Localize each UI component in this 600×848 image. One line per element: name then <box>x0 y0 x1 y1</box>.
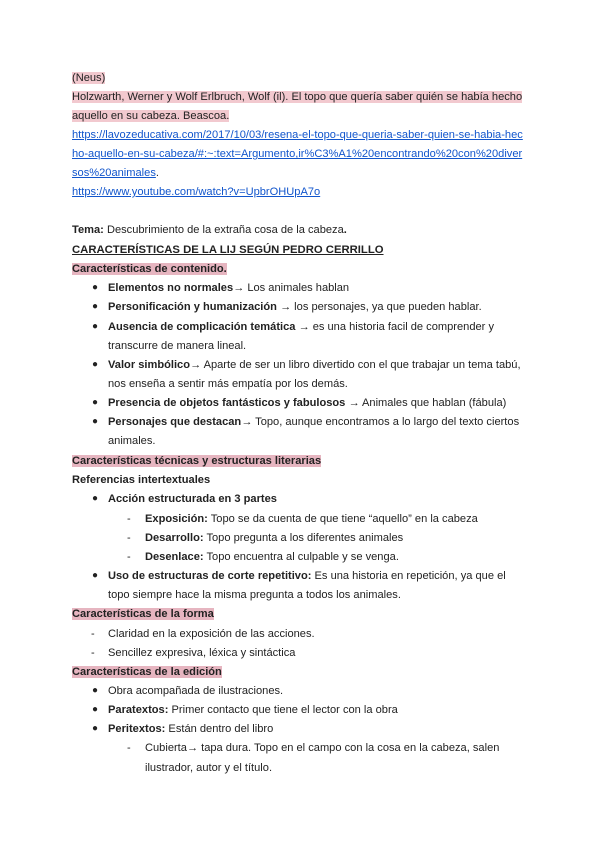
dash-icon: - <box>91 628 95 640</box>
author-note: (Neus) <box>72 72 106 84</box>
bullet-icon: ● <box>92 723 99 734</box>
sub-list-item-continuation: ilustrador, autor y el título. <box>145 762 273 774</box>
review-link[interactable]: ho-aquello-en-su-cabeza/#:~:text=Argumento,ir%C3%A1%20encontrando%20con%20diver <box>72 148 523 160</box>
list-item-continuation: topo siempre hace la misma pregunta a todos los animales. <box>108 589 401 601</box>
list-item: Sencillez expresiva, léxica y sintáctica <box>108 647 296 659</box>
list-item-continuation: nos enseña a sentir más empatía por los demás. <box>108 378 348 390</box>
list-item: Peritextos: Están dentro del libro <box>108 723 274 735</box>
sub-list-item: Exposición: Topo se da cuenta de que tiene “aquello” en la cabeza <box>145 513 478 525</box>
list-item: Elementos no normales→ Los animales hablan <box>108 282 350 294</box>
bullet-icon: ● <box>92 493 99 504</box>
subheading: Referencias intertextuales <box>72 474 211 486</box>
review-link[interactable]: sos%20animales. <box>72 167 159 179</box>
tema-line: Tema: Descubrimiento de la extraña cosa de la cabeza. <box>72 224 347 236</box>
bullet-icon: ● <box>92 359 99 370</box>
reference-line: aquello en su cabeza. Beascoa. <box>72 110 230 122</box>
section-heading-contenido: Características de contenido. <box>72 263 227 275</box>
bullet-icon: ● <box>92 685 99 696</box>
list-item: Presencia de objetos fantásticos y fabulosos → Animales que hablan (fábula) <box>108 397 507 409</box>
list-item: Valor simbólico→ Aparte de ser un libro divertido con el que trabajar un tema tabú, <box>108 359 521 371</box>
section-heading-tecnicas: Características técnicas y estructuras literarias <box>72 455 322 467</box>
main-title: CARACTERÍSTICAS DE LA LIJ SEGÚN PEDRO CERRILLO <box>72 244 384 256</box>
bullet-icon: ● <box>92 301 99 312</box>
bullet-icon: ● <box>92 282 99 293</box>
list-item: Obra acompañada de ilustraciones. <box>108 685 284 697</box>
bullet-icon: ● <box>92 397 99 408</box>
list-item-continuation: transcurre de manera lineal. <box>108 340 247 352</box>
dash-icon: - <box>91 647 95 659</box>
video-link[interactable]: https://www.youtube.com/watch?v=UpbrOHUpA7o <box>72 186 321 198</box>
reference-line: Holzwarth, Werner y Wolf Erlbruch, Wolf (il). El topo que quería saber quién se había hecho <box>72 91 523 103</box>
bullet-icon: ● <box>92 704 99 715</box>
list-item: Personajes que destacan→ Topo, aunque encontramos a lo largo del texto ciertos <box>108 416 520 428</box>
bullet-icon: ● <box>92 416 99 427</box>
section-heading-forma: Características de la forma <box>72 608 214 620</box>
sub-list-item: Cubierta→ tapa dura. Topo en el campo con la cosa en la cabeza, salen <box>145 742 500 754</box>
list-item: Paratextos: Primer contacto que tiene el lector con la obra <box>108 704 398 716</box>
bullet-icon: ● <box>92 570 99 581</box>
dash-icon: - <box>127 742 131 754</box>
review-link[interactable]: https://lavozeducativa.com/2017/10/03/resena-el-topo-que-queria-saber-quien-se-habia-hec <box>72 129 523 141</box>
bullet-icon: ● <box>92 321 99 332</box>
list-item: Personificación y humanización → los personajes, ya que pueden hablar. <box>108 301 482 313</box>
list-item: Uso de estructuras de corte repetitivo: Es una historia en repetición, ya que el <box>108 570 506 582</box>
list-item: Ausencia de complicación temática → es una historia facil de comprender y <box>108 321 494 333</box>
dash-icon: - <box>127 551 131 563</box>
list-item: Acción estructurada en 3 partes <box>108 493 277 505</box>
dash-icon: - <box>127 532 131 544</box>
sub-list-item: Desarrollo: Topo pregunta a los diferentes animales <box>145 532 404 544</box>
list-item: Claridad en la exposición de las acciones. <box>108 628 315 640</box>
sub-list-item: Desenlace: Topo encuentra al culpable y se venga. <box>145 551 399 563</box>
list-item-continuation: animales. <box>108 435 156 447</box>
dash-icon: - <box>127 513 131 525</box>
section-heading-edicion: Características de la edición <box>72 666 222 678</box>
